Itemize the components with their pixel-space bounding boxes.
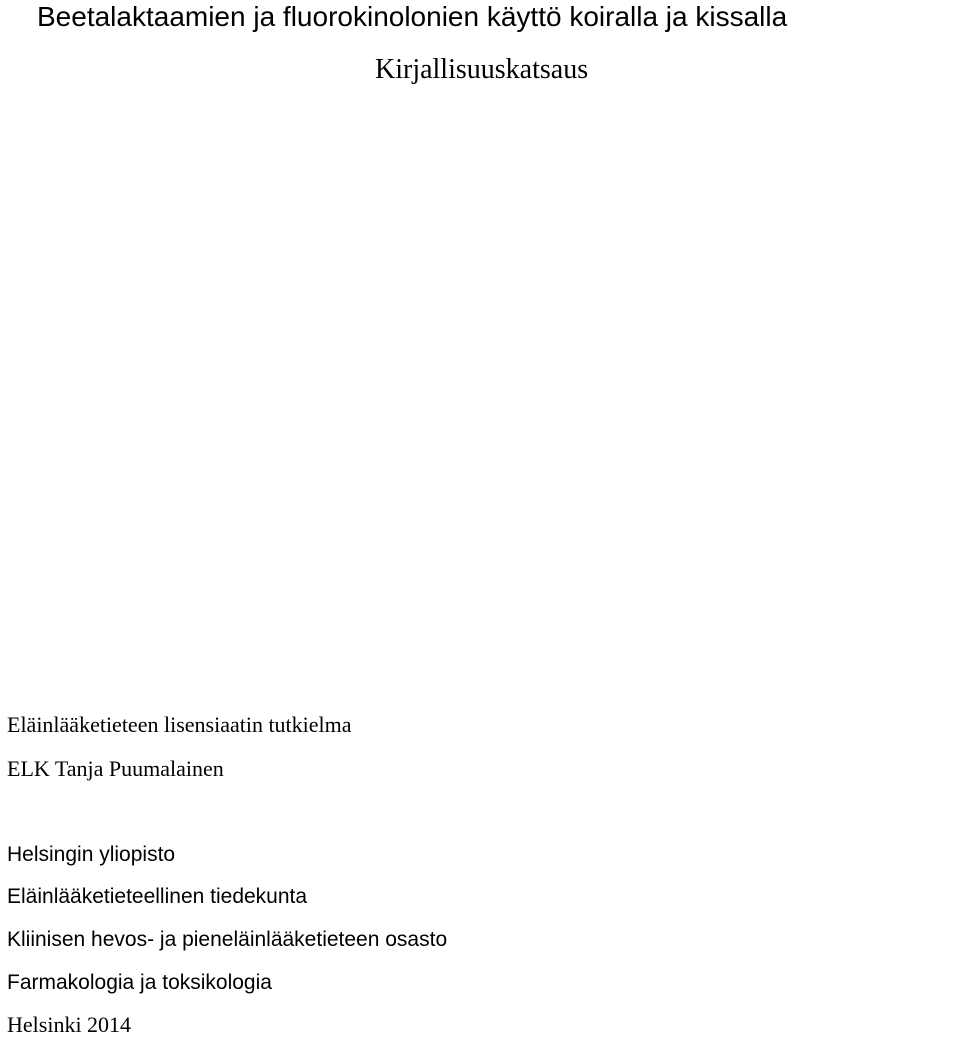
- document-title: Beetalaktaamien ja fluorokinolonien käyttö koiralla ja kissalla: [37, 1, 788, 32]
- place-and-year: Helsinki 2014: [7, 1012, 132, 1037]
- section-name: Farmakologia ja toksikologia: [7, 971, 272, 994]
- department-name: Kliinisen hevos- ja pieneläinlääketieteen osasto: [7, 928, 448, 951]
- faculty-name: Eläinlääketieteellinen tiedekunta: [7, 885, 308, 908]
- thesis-type: Eläinlääketieteen lisensiaatin tutkielma: [7, 712, 352, 737]
- author-name: ELK Tanja Puumalainen: [7, 756, 224, 781]
- university-name: Helsingin yliopisto: [7, 843, 176, 866]
- document-subtitle: Kirjallisuuskatsaus: [375, 54, 589, 85]
